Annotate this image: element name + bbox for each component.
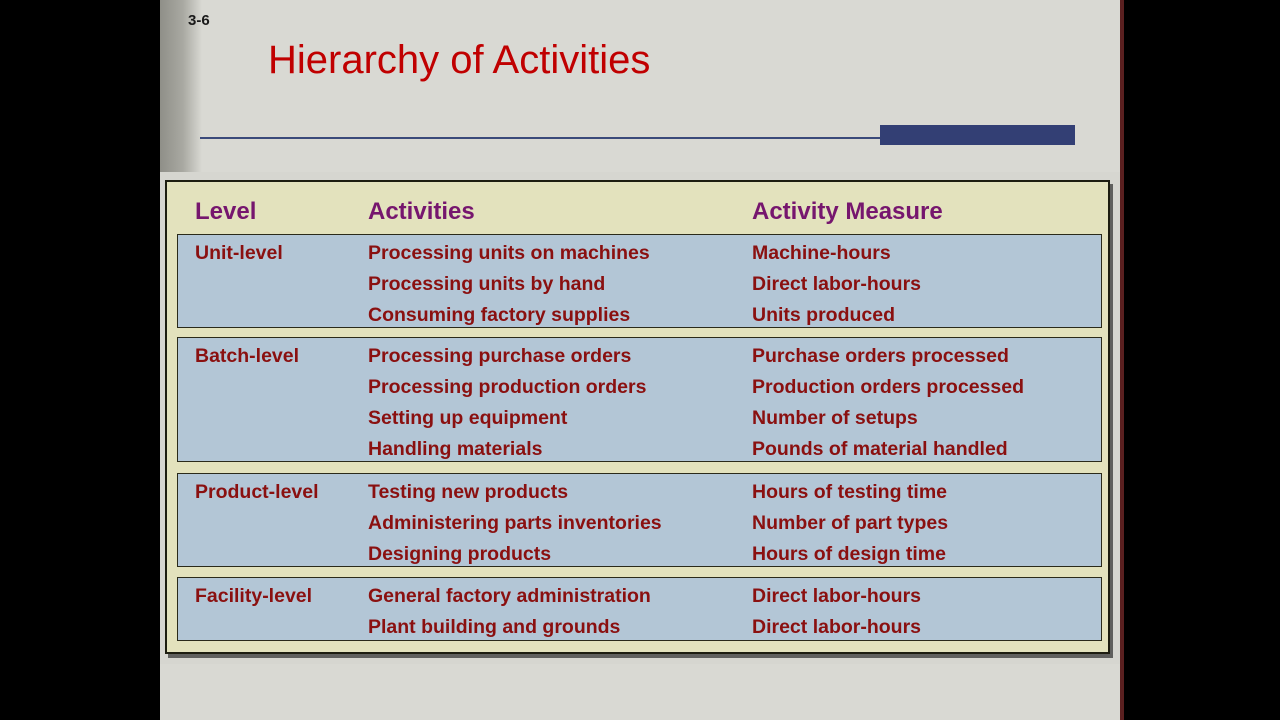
cell-activity: Processing purchase orders [368, 345, 632, 367]
table-row [178, 582, 1101, 613]
cell-activity: Testing new products [368, 481, 569, 503]
table-group-facility-level [177, 577, 1102, 641]
cell-activity: Setting up equipment [368, 407, 568, 429]
slide-right-edge-shadow [1120, 0, 1124, 720]
column-header-level: Level [195, 198, 257, 225]
cell-measure: Direct labor-hours [752, 273, 922, 295]
cell-measure: Direct labor-hours [752, 585, 922, 607]
cell-measure: Pounds of material handled [752, 438, 1008, 460]
cell-activity: Processing units by hand [368, 273, 606, 295]
table-row [178, 509, 1101, 540]
table-row [178, 373, 1101, 404]
cell-activity: Processing units on machines [368, 242, 650, 264]
slide-footer-strip [160, 664, 1120, 720]
table-row [178, 540, 1101, 571]
activities-table-card [165, 180, 1110, 654]
table-row [178, 239, 1101, 270]
cell-measure: Machine-hours [752, 242, 891, 264]
cell-level: Facility-level [195, 585, 313, 607]
slide-header [160, 0, 1120, 172]
cell-level: Unit-level [195, 242, 283, 264]
cell-level: Product-level [195, 481, 319, 503]
header-accent-bar [880, 125, 1075, 145]
cell-measure: Units produced [752, 304, 896, 326]
cell-measure: Number of part types [752, 512, 949, 534]
cell-activity: Plant building and grounds [368, 616, 621, 638]
table-row [178, 613, 1101, 644]
cell-activity: Designing products [368, 543, 552, 565]
cell-activity: Handling materials [368, 438, 543, 460]
table-group-unit-level [177, 234, 1102, 328]
cell-measure: Direct labor-hours [752, 616, 922, 638]
cell-activity: General factory administration [368, 585, 651, 607]
cell-measure: Production orders processed [752, 376, 1024, 398]
column-header-activities: Activities [368, 198, 475, 225]
cell-measure: Number of setups [752, 407, 918, 429]
cell-level: Batch-level [195, 345, 300, 367]
cell-measure: Hours of testing time [752, 481, 948, 503]
column-header-activity-measure: Activity Measure [752, 198, 943, 225]
presentation-slide [160, 0, 1120, 720]
cell-measure: Hours of design time [752, 543, 946, 565]
table-row [178, 404, 1101, 435]
table-row [178, 301, 1101, 332]
cell-activity: Processing production orders [368, 376, 647, 398]
table-row [178, 435, 1101, 466]
table-group-batch-level [177, 337, 1102, 462]
slide-number: 3-6 [188, 12, 210, 29]
table-group-product-level [177, 473, 1102, 567]
table-row [178, 478, 1101, 509]
page-title: Hierarchy of Activities [268, 38, 651, 82]
cell-measure: Purchase orders processed [752, 345, 1009, 367]
cell-activity: Consuming factory supplies [368, 304, 631, 326]
table-row [178, 270, 1101, 301]
table-row [178, 342, 1101, 373]
cell-activity: Administering parts inventories [368, 512, 662, 534]
